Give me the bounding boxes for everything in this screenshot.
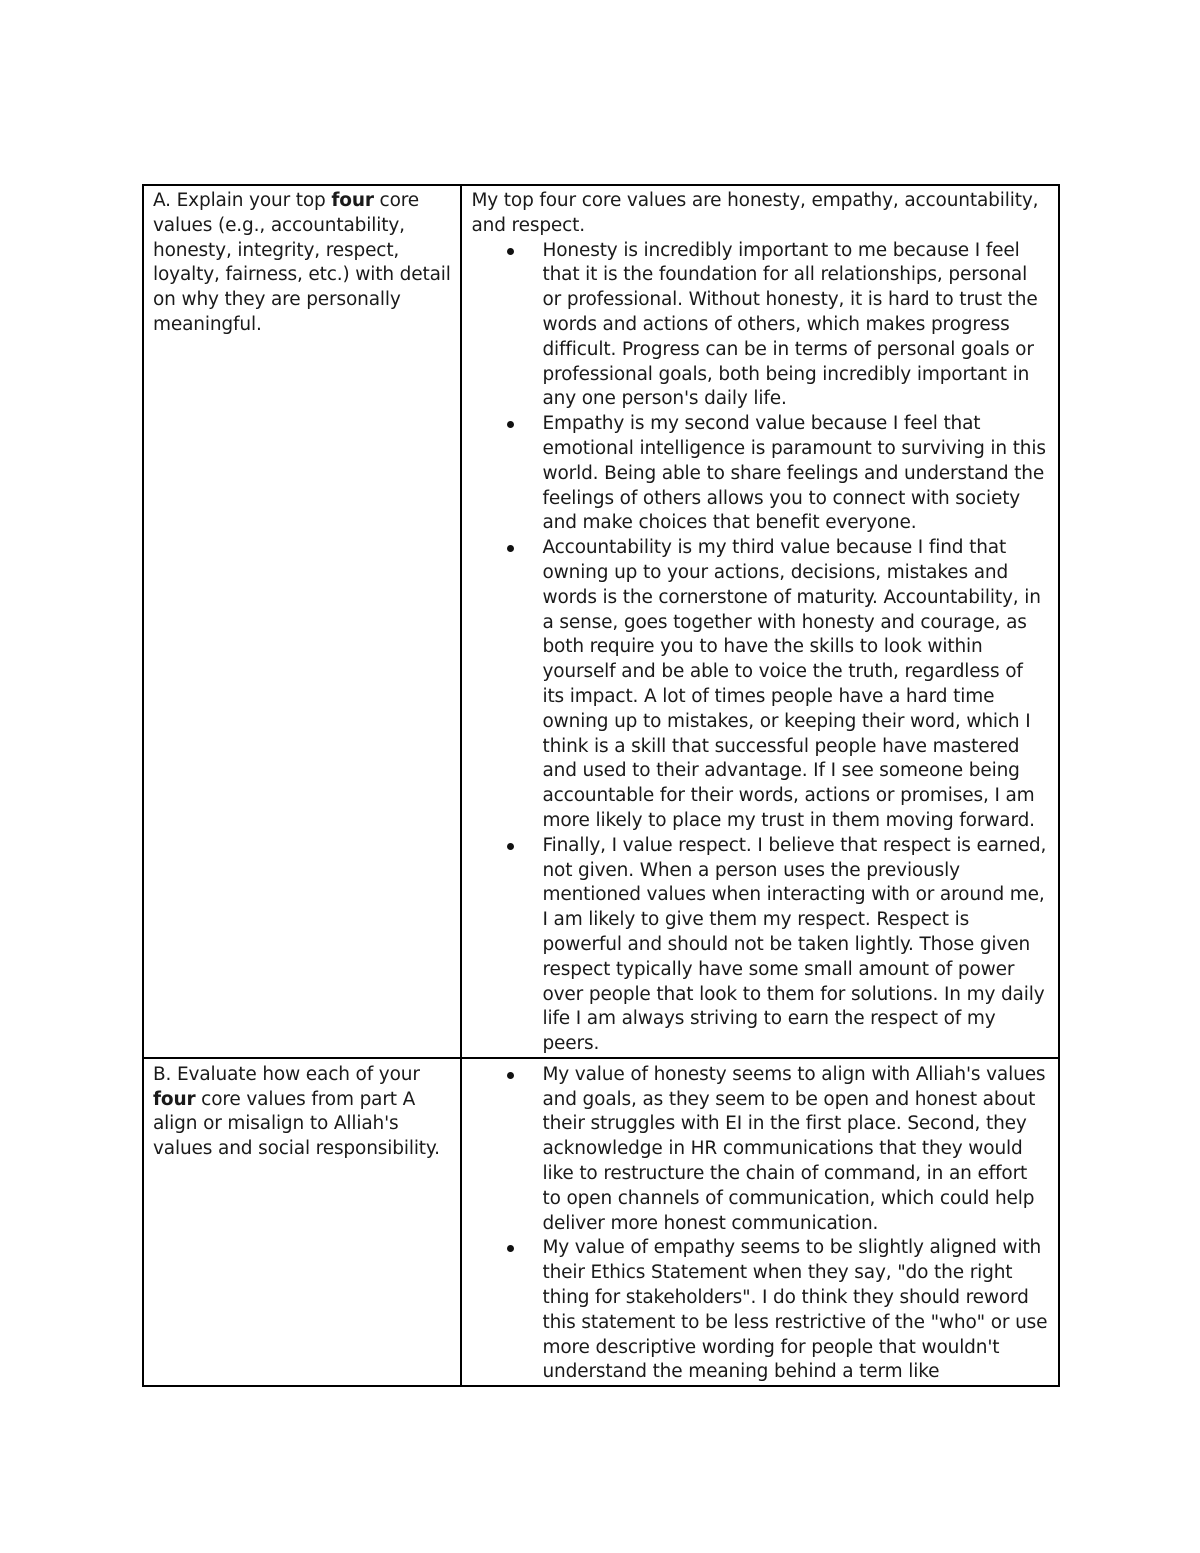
values-table: [142, 184, 1060, 1387]
list-item: My value of empathy seems to be slightly aligned with their Ethics Statement when they say, "do the right thing for stakeholders". I do think they should reword this statement to be less restrictive of the "who" or use more descriptive wording for people that wouldn't understand the meaning behind a term like: [542, 1236, 1050, 1385]
list-item: Honesty is incredibly important to me because I feel that it is the foundation for all relationships, personal or professional. Without honesty, it is hard to trust the words and actions of others, which makes progress difficult. Progress can be in terms of personal goals or professional goals, both being incredibly important in any one person's daily life.: [542, 239, 1050, 413]
answer-b-list: [471, 1063, 1050, 1385]
list-item: Empathy is my second value because I feel that emotional intelligence is paramount to surviving in this world. Being able to share feelings and understand the feelings of others allows you to connect with society and make choices that benefit everyone.: [542, 412, 1050, 536]
question-b-prefix: B. Evaluate how each of your: [153, 1063, 420, 1085]
answer-a-intro: My top four core values are honesty, empathy, accountability, and respect.: [471, 190, 1039, 236]
list-item: Finally, I value respect. I believe that respect is earned, not given. When a person uses the previously mentioned values when interacting with or around me, I am likely to give them my respect. Respect is powerful and should not be taken lightly. Those given respect typically have some small amount of power over people that look to them for solutions. In my daily life I am always striving to earn the respect of my peers.: [542, 834, 1050, 1057]
list-item: My value of honesty seems to align with Alliah's values and goals, as they seem to be open and honest about their struggles with EI in the first place. Second, they acknowledge in HR communications that they would like to restructure the chain of command, in an effort to open channels of communication, which could help deliver more honest communication.: [542, 1063, 1050, 1237]
question-b-suffix: core values from part A align or misalign to Alliah's values and social responsibility.: [153, 1088, 440, 1160]
question-a-cell: [143, 185, 461, 1058]
question-a-emphasis: four: [331, 190, 374, 211]
question-b-cell: [143, 1058, 461, 1386]
table-row-a: [143, 185, 1059, 1058]
answer-b-cell: [461, 1058, 1059, 1386]
question-b-emphasis: four: [153, 1088, 196, 1110]
question-a-prefix: A. Explain your top: [153, 190, 332, 211]
answer-a-cell: [461, 185, 1059, 1058]
question-a-suffix: core values (e.g., accountability, honesty, integrity, respect, loyalty, fairness, etc.) with detail on why they are personally meaningful.: [153, 190, 451, 335]
list-item: Accountability is my third value because I find that owning up to your actions, decisions, mistakes and words is the cornerstone of maturity. Accountability, in a sense, goes together with honesty and courage, as both require you to have the skills to look within yourself and be able to voice the truth, regardless of its impact. A lot of times people have a hard time owning up to mistakes, or keeping their word, which I think is a skill that successful people have mastered and used to their advantage. If I see someone being accountable for their words, actions or promises, I am more likely to place my trust in them moving forward.: [542, 536, 1050, 834]
answer-a-list: [471, 239, 1050, 1057]
table-row-b: [143, 1058, 1059, 1386]
